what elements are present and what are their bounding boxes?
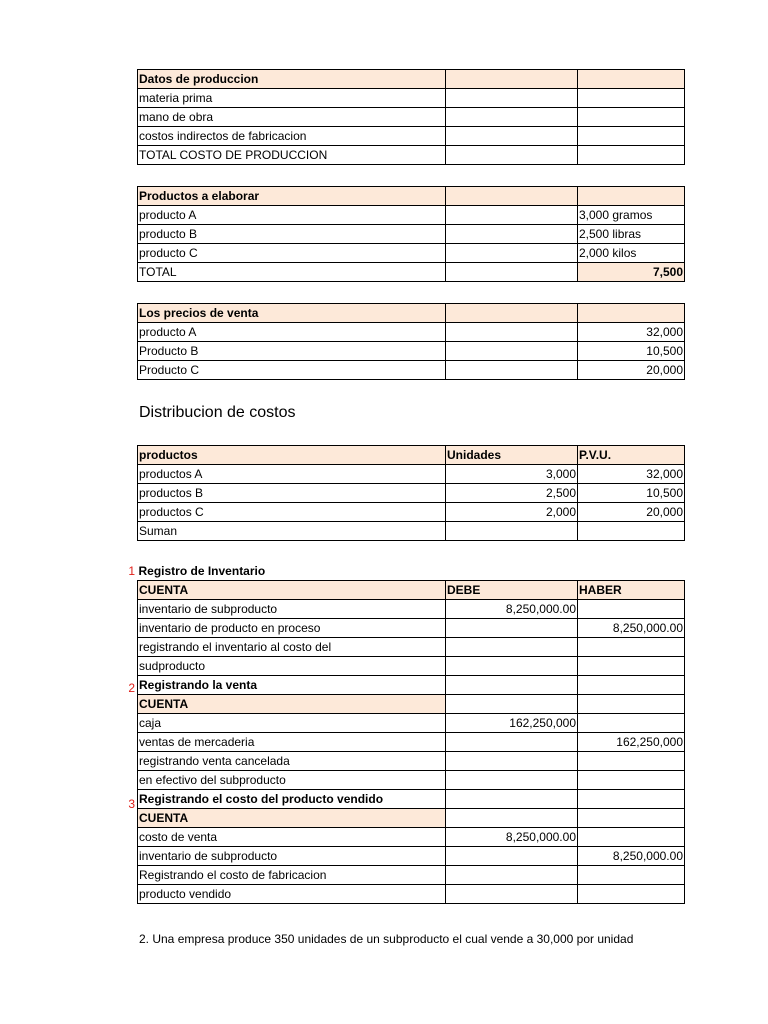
precio-value: 32,000 (578, 323, 685, 342)
datos-row-label: costos indirectos de fabricacion (138, 127, 446, 146)
registro-table (137, 562, 685, 904)
entry-title: Registrando el costo del producto vendido (138, 790, 446, 809)
dist-units: 3,000 (446, 465, 578, 484)
producto-qty: 3,000 gramos (578, 206, 685, 225)
dist-pvu: 32,000 (578, 465, 685, 484)
precio-label: Producto C (138, 361, 446, 380)
producto-qty: 2,500 libras (578, 225, 685, 244)
description: Registrando el costo de fabricacion (138, 866, 446, 885)
registro-title: Registro de Inventario (138, 564, 266, 578)
description: sudproducto (138, 657, 446, 676)
productos-elaborar-header: Productos a elaborar (138, 187, 446, 206)
entry-number: 3 (128, 797, 135, 811)
debit-amount: 8,250,000.00 (446, 600, 578, 619)
entry-number: 2 (128, 681, 135, 695)
col-cuenta: CUENTA (138, 581, 446, 600)
precio-label: Producto B (138, 342, 446, 361)
col-unidades: Unidades (446, 446, 578, 465)
account: costo de venta (138, 828, 446, 847)
problem-statement: 2. Una empresa produce 350 unidades de un subproducto el cual vende a 30,000 por unidad (139, 932, 634, 946)
credit-amount: 8,250,000.00 (578, 847, 685, 866)
producto-qty: 2,000 kilos (578, 244, 685, 263)
productos-elaborar-table (137, 186, 685, 282)
col-pvu: P.V.U. (578, 446, 685, 465)
total-value: 7,500 (578, 263, 685, 282)
description: en efectivo del subproducto (138, 771, 446, 790)
description: registrando el inventario al costo del (138, 638, 446, 657)
dist-label: productos A (138, 465, 446, 484)
col-cuenta: CUENTA (138, 809, 446, 828)
col-debe: DEBE (446, 581, 578, 600)
credit-amount: 8,250,000.00 (578, 619, 685, 638)
precio-value: 20,000 (578, 361, 685, 380)
debit-amount: 162,250,000 (446, 714, 578, 733)
account: inventario de subproducto (138, 600, 446, 619)
datos-produccion-table (137, 69, 685, 165)
datos-row-label: mano de obra (138, 108, 446, 127)
distribucion-title: Distribucion de costos (139, 404, 296, 421)
account: ventas de mercaderia (138, 733, 446, 752)
col-haber: HABER (578, 581, 685, 600)
producto-label: producto C (138, 244, 446, 263)
description: registrando venta cancelada (138, 752, 446, 771)
dist-label: productos C (138, 503, 446, 522)
account: inventario de subproducto (138, 847, 446, 866)
debit-amount: 8,250,000.00 (446, 828, 578, 847)
dist-pvu: 20,000 (578, 503, 685, 522)
precios-venta-table (137, 303, 685, 380)
total-label: TOTAL (138, 263, 446, 282)
datos-row-label: TOTAL COSTO DE PRODUCCION (138, 146, 446, 165)
datos-row-label: materia prima (138, 89, 446, 108)
precio-value: 10,500 (578, 342, 685, 361)
producto-label: producto B (138, 225, 446, 244)
dist-label: productos B (138, 484, 446, 503)
dist-units: 2,500 (446, 484, 578, 503)
account: inventario de producto en proceso (138, 619, 446, 638)
entry-number: 1 (128, 564, 135, 578)
suman-label: Suman (138, 522, 446, 541)
dist-pvu: 10,500 (578, 484, 685, 503)
distribucion-table (137, 445, 685, 541)
precio-label: producto A (138, 323, 446, 342)
datos-header: Datos de produccion (138, 70, 446, 89)
precios-header: Los precios de venta (138, 304, 446, 323)
entry-title: Registrando la venta (138, 676, 446, 695)
producto-label: producto A (138, 206, 446, 225)
col-cuenta: CUENTA (138, 695, 446, 714)
account: caja (138, 714, 446, 733)
dist-units: 2,000 (446, 503, 578, 522)
credit-amount: 162,250,000 (578, 733, 685, 752)
description: producto vendido (138, 885, 446, 904)
col-productos: productos (138, 446, 446, 465)
